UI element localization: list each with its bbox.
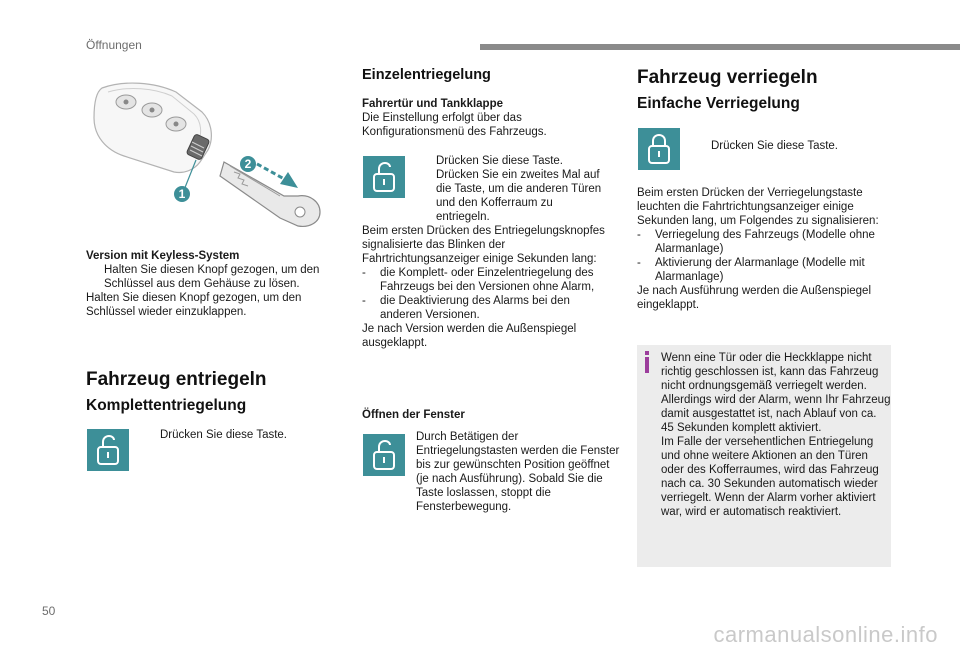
lock-dash-2: - Aktivierung der Alarmanlage (Modelle mit Alarmanlage) <box>637 257 865 283</box>
single-unlock-step-2: Drücken Sie ein zweites Mal auf die Taste, um die anderen Türen und den Kofferraum zu entriegeln. <box>436 169 602 223</box>
single-unlock-steps <box>418 154 608 224</box>
keyless-para: Halten Sie diesen Knopf gezogen, um den Schlüssel wieder einzuklappen. <box>86 292 302 318</box>
single-unlock-step-1: Drücken Sie diese Taste. <box>436 155 563 167</box>
lock-title: Fahrzeug verriegeln <box>637 67 818 88</box>
single-unlock-dash-1: - die Komplett- oder Einzelentriegelung des Fahrzeugs bei den Versionen ohne Alarm, <box>362 267 595 293</box>
unlock-button-image <box>87 429 129 471</box>
info-icon <box>644 351 650 373</box>
watermark: carmanualsonline.info <box>713 622 938 647</box>
single-unlock-details: Beim ersten Drücken des Entriegelungsknopfes signalisierte das Blinken der Fahrtrichtungsanzeiger einige Sekunden lang: - die Komplett- oder Einzelentriegelung des Fahrzeugs bei den Versionen ohne Alarm, - die Deaktivierung des Alarms bei den anderen Versionen. Je nach Version werden die Außenspiegel ausgeklappt. <box>362 224 614 350</box>
key-illustration <box>84 78 324 238</box>
keyless-step: Halten Sie diesen Knopf gezogen, um den Schlüssel aus dem Gehäuse zu lösen. <box>104 264 320 290</box>
callout-1: 1 <box>178 187 186 201</box>
lock-icon <box>647 133 671 165</box>
single-unlock-subtitle: Fahrertür und Tankklappe <box>362 98 504 110</box>
header-bar <box>480 44 960 50</box>
info-note-p2: Im Falle der versehentlichen Entriegelung und ohne weitere Aktionen an den Türen oder des Kofferraumes, wird das Fahrzeug nach ca. 30 Sekunden automatisch wieder verriegelt. Wenn der Alarm vorher aktiviert war, wird er automatisch reaktiviert. <box>661 436 879 518</box>
lock-dash-1: - Verriegelung des Fahrzeugs (Modelle ohne Alarmanlage) <box>637 229 875 255</box>
lock-details: Beim ersten Drücken der Verriegelungstaste leuchten die Fahrtrichtungsanzeiger einige Sekunden lang, um Folgendes zu signalisieren: - Verriegelung des Fahrzeugs (Modelle ohne Alarmanlage) - Aktivierung der Alarmanlage (Modelle mit Alarmanlage) Je nach Ausführung werden die Außenspiegel eingeklappt. <box>637 186 895 312</box>
single-unlock-title: Einzelentriegelung <box>362 67 491 83</box>
info-note-text <box>661 351 891 519</box>
unlock-title: Fahrzeug entriegeln <box>86 369 267 390</box>
single-unlock-button-image <box>363 156 405 198</box>
keyless-title: Version mit Keyless-System <box>86 250 240 262</box>
unlock-icon <box>372 161 396 193</box>
unlock-icon <box>372 439 396 471</box>
single-unlock-dash-2: - die Deaktivierung des Alarms bei den anderen Versionen. <box>362 295 570 321</box>
section-title: Öffnungen <box>86 38 142 52</box>
info-note-p1: Wenn eine Tür oder die Heckklappe nicht richtig geschlossen ist, kann das Fahrzeug nicht ordnungsgemäß verriegelt werden. Allerdings wird der Alarm, wenn Ihr Fahrzeug damit ausgestattet ist, nach Ablauf von ca. 45 Sekunden komplett aktiviert. <box>661 352 891 434</box>
complete-unlock-step: Drücken Sie diese Taste. <box>160 429 287 441</box>
simple-lock-title: Einfache Verriegelung <box>637 95 800 112</box>
windows-button-image <box>363 434 405 476</box>
windows-title: Öffnen der Fenster <box>362 409 465 421</box>
lock-button-image <box>638 128 680 170</box>
complete-unlock-title: Komplettentriegelung <box>86 397 247 414</box>
simple-lock-step: Drücken Sie diese Taste. <box>711 140 838 152</box>
callout-2: 2 <box>244 157 252 171</box>
windows-text: Durch Betätigen der Entriegelungstasten werden die Fenster bis zur gewünschten Position geöffnet (je nach Ausführung). Sobald Sie die Taste loslassen, stoppt die Fensterbewegung. <box>416 431 620 513</box>
single-unlock-intro: Fahrertür und Tankklappe Die Einstellung erfolgt über das Konfigurationsmenü des Fahrzeugs. <box>362 97 607 139</box>
unlock-icon <box>96 434 120 466</box>
page-number: 50 <box>42 604 56 618</box>
keyless-section <box>86 249 336 319</box>
